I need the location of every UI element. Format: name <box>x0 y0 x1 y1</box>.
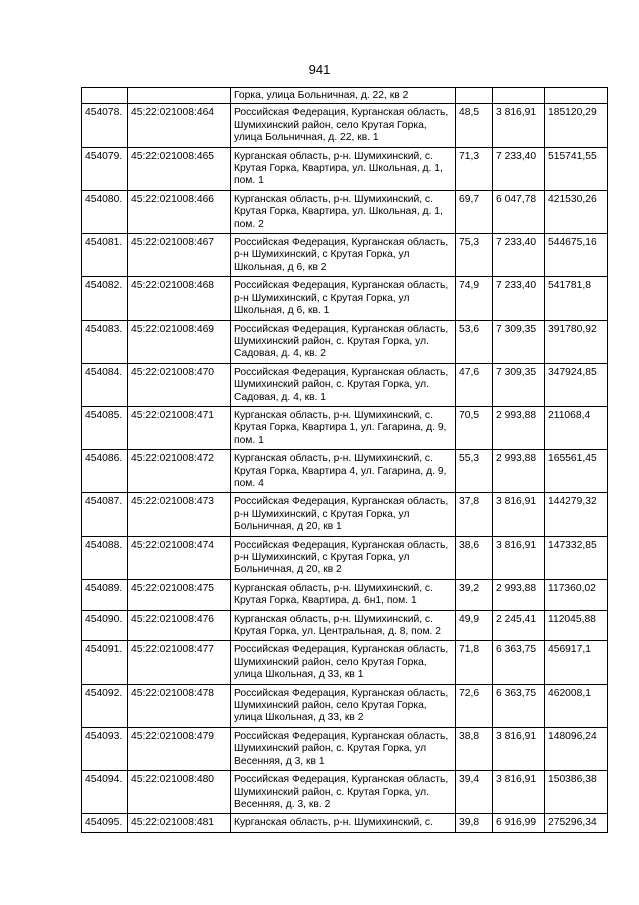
cell-cadastral: 45:22:021008:471 <box>128 406 231 449</box>
table-row <box>82 641 608 684</box>
cell-area: 72,6 <box>456 684 493 727</box>
table-row <box>82 771 608 814</box>
cell-cadastral: 45:22:021008:469 <box>128 320 231 363</box>
cell-value: 275296,34 <box>545 814 608 832</box>
table-row <box>82 684 608 727</box>
cell-number: 454086. <box>82 450 128 493</box>
cell-cadastral: 45:22:021008:475 <box>128 579 231 610</box>
cell-cadastral: 45:22:021008:478 <box>128 684 231 727</box>
cell-number: 454085. <box>82 406 128 449</box>
cell-number: 454084. <box>82 363 128 406</box>
cell-price: 3 816,91 <box>493 493 545 536</box>
cell-number: 454094. <box>82 771 128 814</box>
table-row <box>82 190 608 233</box>
table-row <box>82 536 608 579</box>
cell-address: Российская Федерация, Курганская область, Шумихинский район, село Крутая Горка, улица Школьная, д 33, кв 2 <box>231 684 456 727</box>
cell-area <box>456 88 493 104</box>
cell-value: 515741,55 <box>545 147 608 190</box>
cell-number: 454083. <box>82 320 128 363</box>
cell-value: 541781,8 <box>545 277 608 320</box>
cell-number: 454079. <box>82 147 128 190</box>
cell-cadastral: 45:22:021008:467 <box>128 234 231 277</box>
table-row <box>82 147 608 190</box>
cell-value: 456917,1 <box>545 641 608 684</box>
cell-value: 147332,85 <box>545 536 608 579</box>
cell-cadastral: 45:22:021008:465 <box>128 147 231 190</box>
property-table <box>81 87 608 833</box>
cell-area: 74,9 <box>456 277 493 320</box>
cell-address: Российская Федерация, Курганская область, Шумихинский район, село Крутая Горка, улица Школьная, д 33, кв 1 <box>231 641 456 684</box>
cell-cadastral: 45:22:021008:477 <box>128 641 231 684</box>
cell-number: 454091. <box>82 641 128 684</box>
cell-cadastral: 45:22:021008:473 <box>128 493 231 536</box>
cell-price: 2 245,41 <box>493 610 545 641</box>
cell-price: 3 816,91 <box>493 536 545 579</box>
cell-value: 544675,16 <box>545 234 608 277</box>
table-row <box>82 320 608 363</box>
cell-value: 150386,38 <box>545 771 608 814</box>
cell-address: Российская Федерация, Курганская область, р-н Шумихинский, с Крутая Горка, ул Больничная, д 20, кв 2 <box>231 536 456 579</box>
cell-price: 6 916,99 <box>493 814 545 832</box>
cell-cadastral: 45:22:021008:481 <box>128 814 231 832</box>
cell-number: 454088. <box>82 536 128 579</box>
cell-price: 7 309,35 <box>493 320 545 363</box>
cell-address: Курганская область, р-н. Шумихинский, с. Крутая Горка, Квартира 4, ул. Гагарина, д. 9, пом. 4 <box>231 450 456 493</box>
cell-area: 75,3 <box>456 234 493 277</box>
cell-address: Российская Федерация, Курганская область, Шумихинский район, с. Крутая Горка, ул. Садовая, д. 4, кв. 1 <box>231 363 456 406</box>
cell-price: 2 993,88 <box>493 450 545 493</box>
cell-area: 39,4 <box>456 771 493 814</box>
cell-price: 7 233,40 <box>493 277 545 320</box>
cell-number: 454078. <box>82 104 128 147</box>
cell-value: 421530,26 <box>545 190 608 233</box>
cell-area: 70,5 <box>456 406 493 449</box>
table-row <box>82 406 608 449</box>
cell-value: 391780,92 <box>545 320 608 363</box>
cell-area: 71,8 <box>456 641 493 684</box>
cell-cadastral: 45:22:021008:466 <box>128 190 231 233</box>
cell-area: 38,8 <box>456 727 493 770</box>
cell-number: 454081. <box>82 234 128 277</box>
cell-cadastral: 45:22:021008:464 <box>128 104 231 147</box>
cell-area: 47,6 <box>456 363 493 406</box>
cell-area: 37,8 <box>456 493 493 536</box>
cell-value: 347924,85 <box>545 363 608 406</box>
cell-area: 39,8 <box>456 814 493 832</box>
cell-address: Курганская область, р-н. Шумихинский, с. Крутая Горка, Квартира, ул. Школьная, д. 1, пом. 2 <box>231 190 456 233</box>
table-row <box>82 814 608 832</box>
cell-number: 454093. <box>82 727 128 770</box>
cell-area: 48,5 <box>456 104 493 147</box>
cell-value: 462008,1 <box>545 684 608 727</box>
table-row <box>82 727 608 770</box>
cell-price: 2 993,88 <box>493 579 545 610</box>
cell-cadastral: 45:22:021008:468 <box>128 277 231 320</box>
cell-value: 144279,32 <box>545 493 608 536</box>
cell-address: Курганская область, р-н. Шумихинский, с. Крутая Горка, Квартира, ул. Школьная, д. 1, пом. 1 <box>231 147 456 190</box>
cell-value: 185120,29 <box>545 104 608 147</box>
cell-area: 38,6 <box>456 536 493 579</box>
table-row <box>82 610 608 641</box>
table-row <box>82 450 608 493</box>
cell-price: 7 233,40 <box>493 147 545 190</box>
cell-address: Российская Федерация, Курганская область, Шумихинский район, с. Крутая Горка, ул. Весенняя, д. 3, кв. 2 <box>231 771 456 814</box>
cell-price: 3 816,91 <box>493 104 545 147</box>
cell-area: 53,6 <box>456 320 493 363</box>
cell-price: 7 309,35 <box>493 363 545 406</box>
cell-number: 454089. <box>82 579 128 610</box>
cell-address: Российская Федерация, Курганская область, Шумихинский район, село Крутая Горка, улица Больничная, д. 22, кв. 1 <box>231 104 456 147</box>
cell-price: 6 363,75 <box>493 684 545 727</box>
table-row <box>82 104 608 147</box>
cell-price: 3 816,91 <box>493 727 545 770</box>
table-row <box>82 277 608 320</box>
page-number: 941 <box>308 62 331 77</box>
cell-number: 454080. <box>82 190 128 233</box>
cell-number: 454082. <box>82 277 128 320</box>
cell-address: Российская Федерация, Курганская область, р-н Шумихинский, с Крутая Горка, ул Больничная, д 20, кв 1 <box>231 493 456 536</box>
cell-price: 6 047,78 <box>493 190 545 233</box>
cell-cadastral: 45:22:021008:480 <box>128 771 231 814</box>
cell-cadastral: 45:22:021008:476 <box>128 610 231 641</box>
cell-cadastral <box>128 88 231 104</box>
cell-address: Российская Федерация, Курганская область, Шумихинский район, с. Крутая Горка, ул. Садовая, д. 4, кв. 2 <box>231 320 456 363</box>
cell-number: 454092. <box>82 684 128 727</box>
cell-value: 148096,24 <box>545 727 608 770</box>
cell-price: 2 993,88 <box>493 406 545 449</box>
cell-value: 211068,4 <box>545 406 608 449</box>
cell-price: 6 363,75 <box>493 641 545 684</box>
cell-value: 165561,45 <box>545 450 608 493</box>
cell-cadastral: 45:22:021008:472 <box>128 450 231 493</box>
cell-address: Курганская область, р-н. Шумихинский, с. <box>231 814 456 832</box>
cell-value: 117360,02 <box>545 579 608 610</box>
cell-address: Российская Федерация, Курганская область, р-н Шумихинский, с Крутая Горка, ул Школьная, д 6, кв 2 <box>231 234 456 277</box>
cell-price: 7 233,40 <box>493 234 545 277</box>
cell-address: Курганская область, р-н. Шумихинский, с. Крутая Горка, Квартира, д. 6н1, пом. 1 <box>231 579 456 610</box>
cell-area: 69,7 <box>456 190 493 233</box>
cell-area: 39,2 <box>456 579 493 610</box>
cell-price <box>493 88 545 104</box>
cell-number: 454087. <box>82 493 128 536</box>
cell-address: Курганская область, р-н. Шумихинский, с. Крутая Горка, Квартира 1, ул. Гагарина, д. 9, пом. 1 <box>231 406 456 449</box>
cell-value: 112045,88 <box>545 610 608 641</box>
cell-cadastral: 45:22:021008:479 <box>128 727 231 770</box>
table-row-continuation <box>82 88 608 104</box>
table-row <box>82 493 608 536</box>
cell-value <box>545 88 608 104</box>
cell-cadastral: 45:22:021008:470 <box>128 363 231 406</box>
cell-number: 454090. <box>82 610 128 641</box>
cell-address: Российская Федерация, Курганская область, р-н Шумихинский, с Крутая Горка, ул Школьная, д 6, кв. 1 <box>231 277 456 320</box>
table-row <box>82 234 608 277</box>
cell-address: Российская Федерация, Курганская область, Шумихинский район, с. Крутая Горка, ул Весенняя, д 3, кв 1 <box>231 727 456 770</box>
cell-price: 3 816,91 <box>493 771 545 814</box>
cell-number: 454095. <box>82 814 128 832</box>
cell-address: Курганская область, р-н. Шумихинский, с. Крутая Горка, ул. Центральная, д. 8, пом. 2 <box>231 610 456 641</box>
table-row <box>82 363 608 406</box>
cell-cadastral: 45:22:021008:474 <box>128 536 231 579</box>
table-row <box>82 579 608 610</box>
cell-address: Горка, улица Больничная, д. 22, кв 2 <box>231 88 456 104</box>
cell-area: 71,3 <box>456 147 493 190</box>
cell-area: 49,9 <box>456 610 493 641</box>
cell-number <box>82 88 128 104</box>
cell-area: 55,3 <box>456 450 493 493</box>
